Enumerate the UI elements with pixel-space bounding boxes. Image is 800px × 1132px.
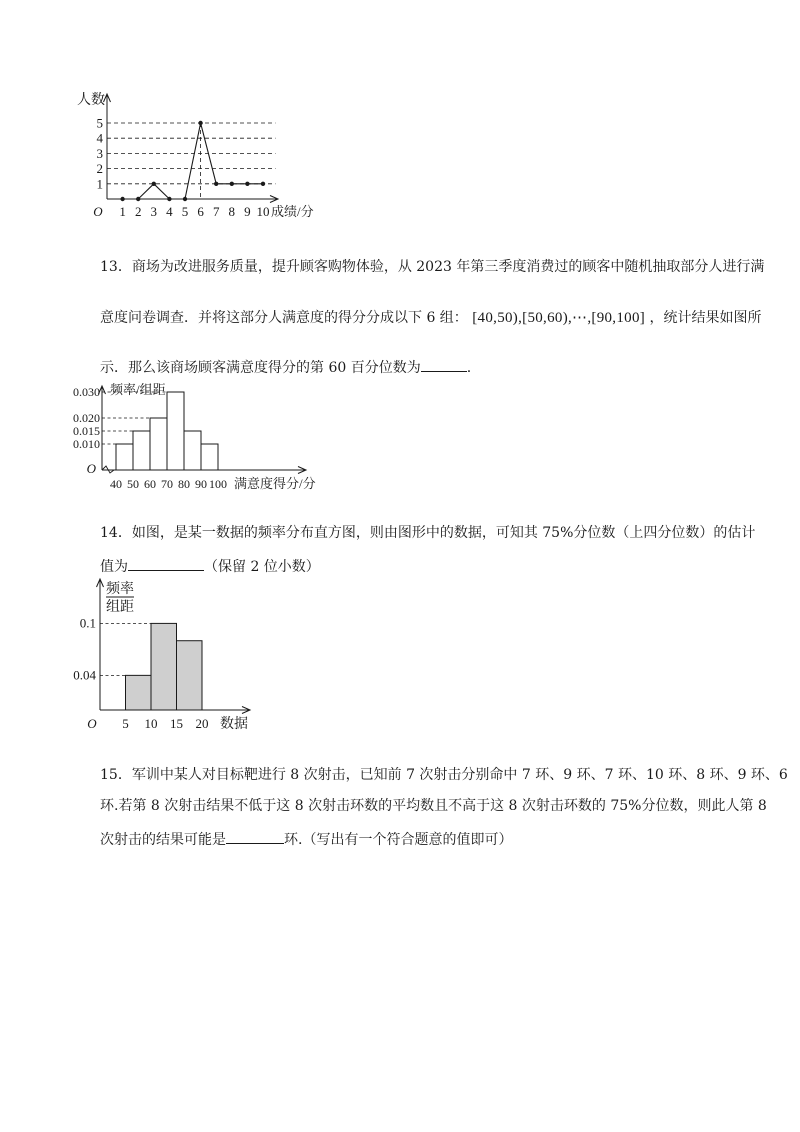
q13-line-2-prefix: 意度问卷调查．并将这部分人满意度的得分分成以下 6 组： — [100, 310, 468, 326]
x-tick-label-8: 8 — [228, 204, 236, 219]
q15-line-1: 15．军训中某人对目标靶进行 8 次射击，已知前 7 次射击分别命中 7 环、9 环、7 环、10 环、8 环、9 环、6 — [100, 767, 788, 783]
y-tick-label-0.1: 0.1 — [79, 615, 96, 631]
x-tick-label-1: 1 — [119, 204, 126, 219]
bar-90 — [201, 444, 218, 470]
data-point-7 — [214, 182, 218, 186]
data-point-2 — [136, 197, 140, 201]
bar-15 — [177, 641, 203, 710]
q14-line-2 — [100, 556, 320, 576]
x-tick-label-70: 70 — [161, 477, 173, 491]
data-point-1 — [120, 197, 124, 201]
x-tick-label-80: 80 — [178, 477, 190, 491]
x-axis-label: 数据 — [220, 717, 248, 732]
x-tick-label-9: 9 — [244, 204, 251, 219]
y-tick-label-0.04: 0.04 — [73, 667, 96, 683]
x-tick-label-10: 10 — [144, 716, 158, 731]
x-tick-label-100: 100 — [209, 477, 227, 491]
q14-line-2-prefix: 值为 — [100, 559, 128, 575]
y-tick-label-0.015: 0.015 — [73, 424, 100, 438]
q15-line-3-prefix: 次射击的结果可能是 — [100, 832, 226, 848]
data-histogram — [72, 575, 282, 735]
x-axis-label: 成绩/分 — [271, 204, 314, 219]
q13-line-1: 13．商场为改进服务质量，提升顾客购物体验，从 2023 年第三季度消费过的顾客中随机抽取部分人进行满 — [100, 259, 765, 275]
y-tick-label-0.020: 0.020 — [73, 411, 100, 425]
data-point-4 — [167, 197, 171, 201]
series-line — [123, 123, 263, 199]
y-tick-label-4: 4 — [96, 130, 103, 146]
score-line-chart — [77, 88, 338, 228]
bar-50 — [133, 431, 150, 470]
data-point-9 — [245, 182, 249, 186]
y-tick-label-5: 5 — [96, 115, 103, 131]
data-point-3 — [152, 182, 156, 186]
x-tick-label-20: 20 — [195, 716, 209, 731]
q13-line-3-text: 示．那么该商场顾客满意度得分的第 60 百分位数为 — [100, 360, 421, 376]
x-axis-label: 满意度得分/分 — [234, 476, 316, 491]
x-tick-label-10: 10 — [256, 204, 270, 219]
q13-line-3-end: . — [466, 360, 472, 376]
bar-5 — [126, 675, 152, 710]
x-tick-label-3: 3 — [150, 204, 158, 219]
data-point-8 — [230, 182, 234, 186]
satisfaction-histogram — [70, 380, 330, 495]
x-tick-label-6: 6 — [197, 204, 204, 219]
y-axis-label-denominator: 组距 — [106, 600, 134, 615]
x-tick-label-15: 15 — [170, 716, 183, 731]
data-point-5 — [183, 197, 187, 201]
y-tick-label-0.010: 0.010 — [73, 437, 100, 451]
q13-line-2-suffix: ，统计结果如图所 — [649, 310, 762, 326]
origin-label: O — [86, 461, 96, 476]
x-tick-label-7: 7 — [212, 204, 220, 219]
bar-80 — [184, 431, 201, 470]
y-tick-label-1: 1 — [96, 176, 103, 192]
y-axis-label-numerator: 频率 — [106, 582, 134, 597]
x-tick-label-5: 5 — [181, 204, 189, 219]
q14-answer-blank[interactable] — [128, 556, 204, 571]
data-point-6 — [198, 121, 202, 125]
q13-answer-blank[interactable] — [421, 357, 467, 372]
y-tick-label-0.030: 0.030 — [73, 385, 100, 399]
x-tick-label-90: 90 — [195, 477, 207, 491]
q13-interval-list: [40,50),[50,60),⋯,[90,100] — [472, 310, 646, 326]
q14-line-1: 14．如图，是某一数据的频率分布直方图，则由图形中的数据，可知其 75%分位数（上四分位数）的估计 — [100, 525, 756, 541]
q13-line-3 — [100, 357, 471, 377]
origin-label: O — [93, 204, 103, 219]
x-tick-label-60: 60 — [144, 477, 156, 491]
y-tick-label-3: 3 — [96, 145, 103, 161]
bar-10 — [151, 623, 177, 710]
x-tick-label-50: 50 — [127, 477, 139, 491]
bar-70 — [167, 392, 184, 470]
q15-answer-blank[interactable] — [226, 829, 284, 844]
y-axis-label: 人数 — [77, 93, 105, 108]
x-tick-label-2: 2 — [134, 204, 142, 219]
q13-line-2 — [100, 309, 762, 327]
x-tick-label-40: 40 — [110, 477, 122, 491]
x-tick-label-4: 4 — [166, 204, 173, 219]
origin-label: O — [87, 716, 97, 731]
q14-line-2-suffix: （保留 2 位小数） — [204, 559, 320, 575]
x-tick-label-5: 5 — [122, 716, 129, 731]
y-tick-label-2: 2 — [96, 161, 103, 177]
bar-60 — [150, 418, 167, 470]
y-axis-label: 频率/组距 — [110, 382, 166, 397]
data-point-10 — [261, 182, 265, 186]
q15-line-2: 环.若第 8 次射击结果不低于这 8 次射击环数的平均数且不高于这 8 次射击环数的 75%分位数，则此人第 8 — [100, 798, 767, 814]
q15-line-3-suffix: 环.（写出有一个符合题意的值即可） — [284, 832, 513, 848]
q15-line-3 — [100, 829, 512, 849]
bar-40 — [116, 444, 133, 470]
